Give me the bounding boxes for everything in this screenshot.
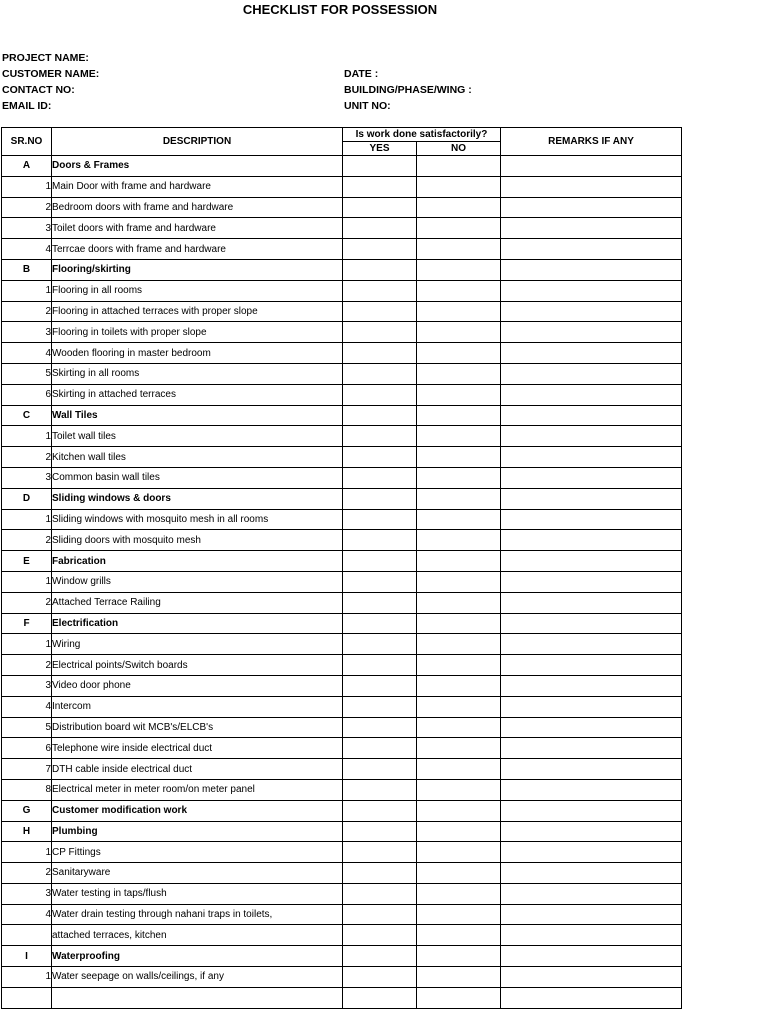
no-cell[interactable]: [417, 696, 501, 717]
item-number: 2: [2, 197, 52, 218]
remarks-cell[interactable]: [501, 800, 682, 821]
item-number: [2, 987, 52, 1008]
section-letter: G: [2, 800, 52, 821]
yes-cell[interactable]: [343, 405, 417, 426]
no-cell[interactable]: [417, 842, 501, 863]
item-number: 3: [2, 322, 52, 343]
no-cell[interactable]: [417, 426, 501, 447]
yes-cell[interactable]: [343, 800, 417, 821]
remarks-cell[interactable]: [501, 301, 682, 322]
no-cell[interactable]: [417, 904, 501, 925]
table-row: [2, 696, 682, 717]
yes-cell[interactable]: [343, 467, 417, 488]
table-row: [2, 883, 682, 904]
checklist-table: [1, 127, 682, 1009]
item-description: Telephone wire inside electrical duct: [52, 738, 343, 759]
yes-cell[interactable]: [343, 842, 417, 863]
table-row: [2, 384, 682, 405]
email-id-label: EMAIL ID:: [2, 100, 52, 112]
remarks-cell[interactable]: [501, 613, 682, 634]
item-number: 4: [2, 904, 52, 925]
yes-cell[interactable]: [343, 176, 417, 197]
no-cell[interactable]: [417, 363, 501, 384]
yes-cell[interactable]: [343, 530, 417, 551]
yes-cell[interactable]: [343, 197, 417, 218]
remarks-cell[interactable]: [501, 447, 682, 468]
table-row: [2, 904, 682, 925]
remarks-cell[interactable]: [501, 655, 682, 676]
section-title: Waterproofing: [52, 946, 343, 967]
item-number: 2: [2, 447, 52, 468]
unit-no-label: UNIT NO:: [344, 100, 391, 112]
no-cell[interactable]: [417, 551, 501, 572]
info-left-block: [2, 50, 99, 114]
yes-header: YES: [343, 142, 417, 156]
item-description: Terrcae doors with frame and hardware: [52, 239, 343, 260]
no-cell[interactable]: [417, 259, 501, 280]
no-cell[interactable]: [417, 967, 501, 988]
remarks-cell[interactable]: [501, 571, 682, 592]
section-title: Flooring/skirting: [52, 259, 343, 280]
item-number: 5: [2, 717, 52, 738]
item-description: Flooring in toilets with proper slope: [52, 322, 343, 343]
remarks-cell[interactable]: [501, 509, 682, 530]
yes-cell[interactable]: [343, 759, 417, 780]
item-number: 2: [2, 592, 52, 613]
table-row: [2, 239, 682, 260]
section-title: Electrification: [52, 613, 343, 634]
section-title: Sliding windows & doors: [52, 488, 343, 509]
yes-cell[interactable]: [343, 655, 417, 676]
remarks-cell[interactable]: [501, 426, 682, 447]
item-number: 1: [2, 176, 52, 197]
item-description: DTH cable inside electrical duct: [52, 759, 343, 780]
item-number: 4: [2, 696, 52, 717]
remarks-cell[interactable]: [501, 904, 682, 925]
yes-cell[interactable]: [343, 779, 417, 800]
item-description: Attached Terrace Railing: [52, 592, 343, 613]
yes-cell[interactable]: [343, 488, 417, 509]
item-number: 1: [2, 426, 52, 447]
section-letter: A: [2, 156, 52, 177]
remarks-cell[interactable]: [501, 759, 682, 780]
yes-cell[interactable]: [343, 218, 417, 239]
table-row: [2, 197, 682, 218]
remarks-cell[interactable]: [501, 551, 682, 572]
date-label: DATE :: [344, 68, 379, 80]
remarks-cell[interactable]: [501, 363, 682, 384]
no-cell[interactable]: [417, 821, 501, 842]
yes-cell[interactable]: [343, 987, 417, 1008]
no-cell[interactable]: [417, 738, 501, 759]
item-description: attached terraces, kitchen: [52, 925, 343, 946]
yes-cell[interactable]: [343, 239, 417, 260]
table-row: [2, 613, 682, 634]
no-cell[interactable]: [417, 759, 501, 780]
item-description: Sliding doors with mosquito mesh: [52, 530, 343, 551]
no-cell[interactable]: [417, 613, 501, 634]
item-description: [52, 987, 343, 1008]
table-row: [2, 488, 682, 509]
yes-cell[interactable]: [343, 571, 417, 592]
table-row: [2, 280, 682, 301]
no-cell[interactable]: [417, 634, 501, 655]
remarks-cell[interactable]: [501, 717, 682, 738]
item-number: 1: [2, 967, 52, 988]
remarks-cell[interactable]: [501, 197, 682, 218]
table-row: [2, 800, 682, 821]
section-letter: E: [2, 551, 52, 572]
item-number: 6: [2, 384, 52, 405]
item-number: 1: [2, 842, 52, 863]
table-row: [2, 322, 682, 343]
item-number: [2, 925, 52, 946]
no-cell[interactable]: [417, 717, 501, 738]
no-cell[interactable]: [417, 655, 501, 676]
table-row: [2, 156, 682, 177]
no-cell[interactable]: [417, 280, 501, 301]
item-description: Water drain testing through nahani traps in toilets,: [52, 904, 343, 925]
table-row: [2, 967, 682, 988]
section-title: Wall Tiles: [52, 405, 343, 426]
yes-cell[interactable]: [343, 322, 417, 343]
item-description: Bedroom doors with frame and hardware: [52, 197, 343, 218]
table-row: [2, 759, 682, 780]
no-cell[interactable]: [417, 509, 501, 530]
table-row: [2, 447, 682, 468]
table-row: [2, 592, 682, 613]
yes-cell[interactable]: [343, 696, 417, 717]
item-description: Skirting in attached terraces: [52, 384, 343, 405]
section-title: Plumbing: [52, 821, 343, 842]
item-number: 1: [2, 571, 52, 592]
remarks-cell[interactable]: [501, 883, 682, 904]
table-row: [2, 738, 682, 759]
yes-cell[interactable]: [343, 447, 417, 468]
yes-cell[interactable]: [343, 863, 417, 884]
table-row: [2, 634, 682, 655]
no-cell[interactable]: [417, 156, 501, 177]
no-cell[interactable]: [417, 925, 501, 946]
remarks-cell[interactable]: [501, 821, 682, 842]
yes-cell[interactable]: [343, 363, 417, 384]
item-number: 2: [2, 301, 52, 322]
item-description: Water testing in taps/flush: [52, 883, 343, 904]
table-row: [2, 717, 682, 738]
item-number: 3: [2, 883, 52, 904]
item-description: Window grills: [52, 571, 343, 592]
remarks-header: REMARKS IF ANY: [501, 128, 682, 156]
item-description: Toilet doors with frame and hardware: [52, 218, 343, 239]
table-row: [2, 551, 682, 572]
no-cell[interactable]: [417, 197, 501, 218]
remarks-cell[interactable]: [501, 322, 682, 343]
yes-cell[interactable]: [343, 883, 417, 904]
checklist-body: [2, 156, 682, 1009]
section-title: Doors & Frames: [52, 156, 343, 177]
table-row: [2, 343, 682, 364]
item-number: 1: [2, 634, 52, 655]
remarks-cell[interactable]: [501, 738, 682, 759]
table-row: [2, 655, 682, 676]
table-row: [2, 509, 682, 530]
table-row: [2, 176, 682, 197]
item-description: Skirting in all rooms: [52, 363, 343, 384]
item-number: 1: [2, 280, 52, 301]
yes-cell[interactable]: [343, 717, 417, 738]
table-row: [2, 863, 682, 884]
no-cell[interactable]: [417, 343, 501, 364]
remarks-cell[interactable]: [501, 946, 682, 967]
no-cell[interactable]: [417, 946, 501, 967]
no-cell[interactable]: [417, 987, 501, 1008]
item-number: 3: [2, 675, 52, 696]
yes-cell[interactable]: [343, 634, 417, 655]
table-row: [2, 821, 682, 842]
remarks-cell[interactable]: [501, 280, 682, 301]
item-description: Wooden flooring in master bedroom: [52, 343, 343, 364]
table-row: [2, 530, 682, 551]
yes-cell[interactable]: [343, 967, 417, 988]
yes-cell[interactable]: [343, 946, 417, 967]
work-done-header: Is work done satisfactorily?: [343, 128, 501, 142]
no-cell[interactable]: [417, 592, 501, 613]
yes-cell[interactable]: [343, 821, 417, 842]
no-cell[interactable]: [417, 800, 501, 821]
remarks-cell[interactable]: [501, 863, 682, 884]
section-letter: F: [2, 613, 52, 634]
item-number: 2: [2, 530, 52, 551]
table-row: [2, 946, 682, 967]
no-cell[interactable]: [417, 571, 501, 592]
item-description: Main Door with frame and hardware: [52, 176, 343, 197]
remarks-cell[interactable]: [501, 467, 682, 488]
yes-cell[interactable]: [343, 301, 417, 322]
remarks-cell[interactable]: [501, 987, 682, 1008]
yes-cell[interactable]: [343, 426, 417, 447]
description-header: DESCRIPTION: [52, 128, 343, 156]
remarks-cell[interactable]: [501, 696, 682, 717]
no-cell[interactable]: [417, 218, 501, 239]
item-number: 1: [2, 509, 52, 530]
yes-cell[interactable]: [343, 551, 417, 572]
remarks-cell[interactable]: [501, 343, 682, 364]
yes-cell[interactable]: [343, 675, 417, 696]
project-name-label: PROJECT NAME:: [2, 52, 89, 64]
yes-cell[interactable]: [343, 738, 417, 759]
remarks-cell[interactable]: [501, 779, 682, 800]
remarks-cell[interactable]: [501, 530, 682, 551]
table-row: [2, 675, 682, 696]
item-description: Video door phone: [52, 675, 343, 696]
no-cell[interactable]: [417, 488, 501, 509]
item-description: Kitchen wall tiles: [52, 447, 343, 468]
no-cell[interactable]: [417, 883, 501, 904]
no-cell[interactable]: [417, 447, 501, 468]
item-number: 2: [2, 863, 52, 884]
item-number: 6: [2, 738, 52, 759]
table-row: [2, 363, 682, 384]
table-row: [2, 925, 682, 946]
item-description: Flooring in all rooms: [52, 280, 343, 301]
remarks-cell[interactable]: [501, 842, 682, 863]
contact-no-label: CONTACT NO:: [2, 84, 75, 96]
remarks-cell[interactable]: [501, 405, 682, 426]
item-description: Sliding windows with mosquito mesh in all rooms: [52, 509, 343, 530]
item-description: Intercom: [52, 696, 343, 717]
table-row: [2, 405, 682, 426]
table-row: [2, 987, 682, 1008]
yes-cell[interactable]: [343, 613, 417, 634]
no-cell[interactable]: [417, 384, 501, 405]
item-number: 7: [2, 759, 52, 780]
remarks-cell[interactable]: [501, 384, 682, 405]
remarks-cell[interactable]: [501, 925, 682, 946]
remarks-cell[interactable]: [501, 675, 682, 696]
customer-name-label: CUSTOMER NAME:: [2, 68, 100, 80]
remarks-cell[interactable]: [501, 218, 682, 239]
item-description: Flooring in attached terraces with proper slope: [52, 301, 343, 322]
building-phase-wing-label: BUILDING/PHASE/WING :: [344, 84, 472, 96]
item-description: Common basin wall tiles: [52, 467, 343, 488]
yes-cell[interactable]: [343, 156, 417, 177]
item-description: Wiring: [52, 634, 343, 655]
table-row: [2, 779, 682, 800]
section-letter: B: [2, 259, 52, 280]
section-letter: C: [2, 405, 52, 426]
item-number: 4: [2, 343, 52, 364]
item-description: Water seepage on walls/ceilings, if any: [52, 967, 343, 988]
remarks-cell[interactable]: [501, 156, 682, 177]
item-number: 3: [2, 467, 52, 488]
remarks-cell[interactable]: [501, 488, 682, 509]
item-description: CP Fittings: [52, 842, 343, 863]
remarks-cell[interactable]: [501, 176, 682, 197]
no-cell[interactable]: [417, 779, 501, 800]
item-description: Electrical points/Switch boards: [52, 655, 343, 676]
item-number: 5: [2, 363, 52, 384]
table-row: [2, 467, 682, 488]
table-row: [2, 259, 682, 280]
yes-cell[interactable]: [343, 280, 417, 301]
no-cell[interactable]: [417, 467, 501, 488]
table-row: [2, 218, 682, 239]
table-row: [2, 842, 682, 863]
no-cell[interactable]: [417, 176, 501, 197]
remarks-cell[interactable]: [501, 967, 682, 988]
remarks-cell[interactable]: [501, 239, 682, 260]
no-cell[interactable]: [417, 239, 501, 260]
yes-cell[interactable]: [343, 259, 417, 280]
section-letter: H: [2, 821, 52, 842]
remarks-cell[interactable]: [501, 259, 682, 280]
item-number: 3: [2, 218, 52, 239]
yes-cell[interactable]: [343, 509, 417, 530]
yes-cell[interactable]: [343, 904, 417, 925]
table-row: [2, 301, 682, 322]
item-description: Sanitaryware: [52, 863, 343, 884]
item-number: 8: [2, 779, 52, 800]
yes-cell[interactable]: [343, 343, 417, 364]
no-cell[interactable]: [417, 675, 501, 696]
page-title: CHECKLIST FOR POSSESSION: [242, 2, 438, 17]
item-number: 4: [2, 239, 52, 260]
section-title: Fabrication: [52, 551, 343, 572]
no-cell[interactable]: [417, 863, 501, 884]
remarks-cell[interactable]: [501, 592, 682, 613]
no-cell[interactable]: [417, 405, 501, 426]
no-header: NO: [417, 142, 501, 156]
section-title: Customer modification work: [52, 800, 343, 821]
info-right-block: [344, 66, 472, 114]
remarks-cell[interactable]: [501, 634, 682, 655]
table-row: [2, 571, 682, 592]
item-description: Toilet wall tiles: [52, 426, 343, 447]
yes-cell[interactable]: [343, 592, 417, 613]
table-row: [2, 426, 682, 447]
section-letter: I: [2, 946, 52, 967]
no-cell[interactable]: [417, 322, 501, 343]
yes-cell[interactable]: [343, 384, 417, 405]
item-description: Distribution board wit MCB's/ELCB's: [52, 717, 343, 738]
no-cell[interactable]: [417, 301, 501, 322]
item-number: 2: [2, 655, 52, 676]
yes-cell[interactable]: [343, 925, 417, 946]
srno-header: SR.NO: [2, 128, 52, 156]
no-cell[interactable]: [417, 530, 501, 551]
section-letter: D: [2, 488, 52, 509]
item-description: Electrical meter in meter room/on meter panel: [52, 779, 343, 800]
